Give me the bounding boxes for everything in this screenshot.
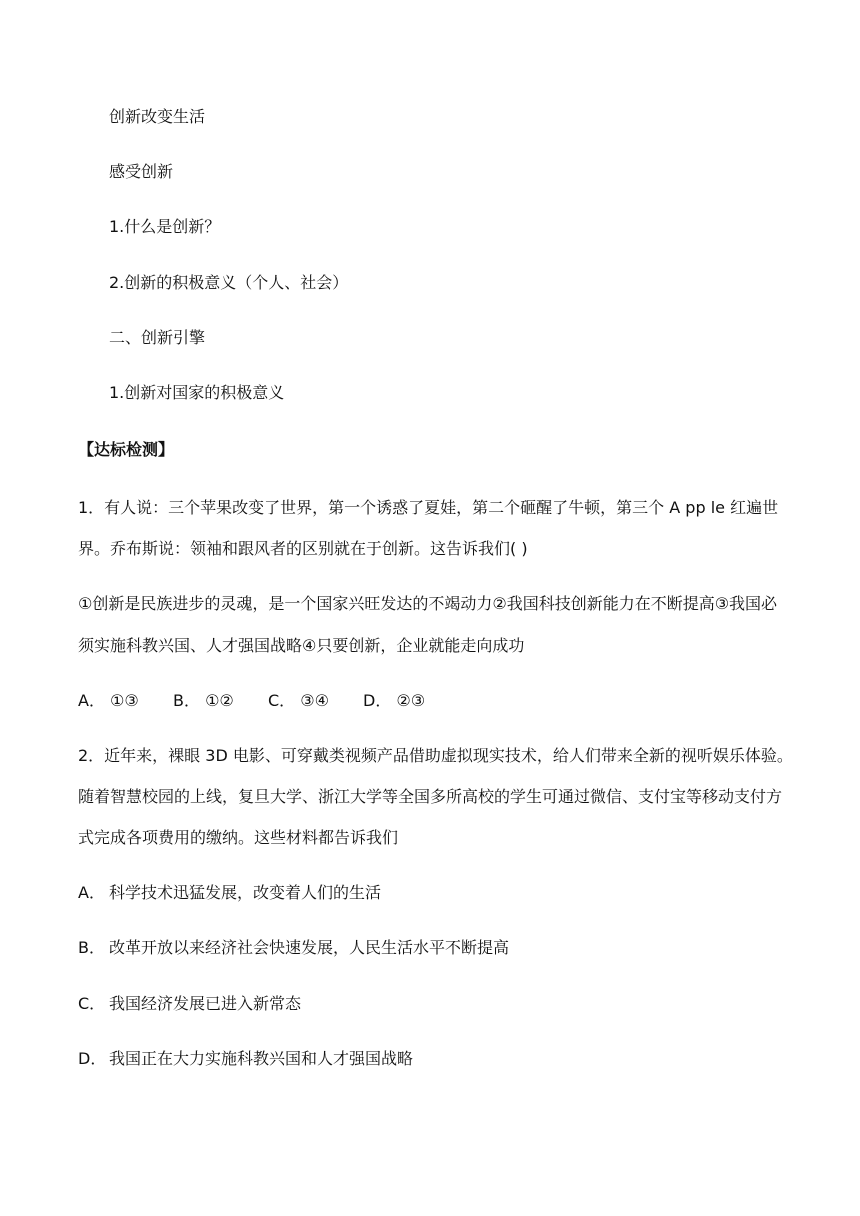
q2-option-a-text: 科学技术迅猛发展，改变着人们的生活 bbox=[109, 883, 382, 902]
q1-option-c-letter: C． bbox=[268, 691, 296, 710]
q2-option-d-letter: D． bbox=[78, 1049, 107, 1068]
q2-option-c-letter: C． bbox=[78, 994, 106, 1013]
q2-option-b bbox=[78, 938, 509, 958]
outline-line-3: 1.什么是创新？ bbox=[109, 217, 221, 236]
outline-line-4: 2.创新的积极意义（个人、社会） bbox=[109, 273, 349, 292]
q1-option-d-letter: D． bbox=[363, 691, 392, 710]
q1-option-c bbox=[268, 691, 363, 711]
q1-option-d bbox=[363, 691, 425, 711]
q1-option-b-text: ①② bbox=[205, 691, 234, 710]
q1-option-b-letter: B． bbox=[173, 691, 200, 710]
section-title: 【达标检测】 bbox=[78, 440, 175, 459]
q1-option-a-letter: A． bbox=[78, 691, 105, 710]
question-1-stem-line-1: 1．有人说：三个苹果改变了世界，第一个诱惑了夏娃，第二个砸醒了牛顿，第三个 A pp le 红遍世 bbox=[78, 498, 779, 517]
outline-line-1: 创新改变生活 bbox=[109, 107, 206, 126]
q1-option-a-text: ①③ bbox=[110, 691, 139, 710]
outline-line-5: 二、创新引擎 bbox=[109, 328, 206, 347]
outline-line-6: 1.创新对国家的积极意义 bbox=[109, 383, 285, 402]
q2-option-a bbox=[78, 883, 381, 903]
question-1-stem-line-2: 界。乔布斯说：领袖和跟风者的区别就在于创新。这告诉我们( ) bbox=[78, 539, 528, 558]
question-2-stem-line-2: 随着智慧校园的上线，复旦大学、浙江大学等全国多所高校的学生可通过微信、支付宝等移动支付方 bbox=[78, 787, 783, 806]
q2-option-b-text: 改革开放以来经济社会快速发展，人民生活水平不断提高 bbox=[109, 938, 510, 957]
outline-line-2: 感受创新 bbox=[109, 162, 174, 181]
question-1-statements-line-1: ①创新是民族进步的灵魂，是一个国家兴旺发达的不竭动力②我国科技创新能力在不断提高③我国必 bbox=[78, 594, 778, 613]
q1-option-b bbox=[173, 691, 268, 711]
q2-option-a-letter: A． bbox=[78, 883, 105, 902]
q2-option-c-text: 我国经济发展已进入新常态 bbox=[109, 994, 302, 1013]
q2-option-d bbox=[78, 1049, 413, 1069]
q2-option-b-letter: B． bbox=[78, 938, 105, 957]
q2-option-c bbox=[78, 994, 301, 1014]
q1-option-d-text: ②③ bbox=[396, 691, 426, 710]
question-1-options bbox=[78, 691, 425, 711]
question-2-stem-line-1: 2．近年来，裸眼 3D 电影、可穿戴类视频产品借助虚拟现实技术，给人们带来全新的视听娱乐体验。 bbox=[78, 746, 793, 765]
q1-option-a bbox=[78, 691, 173, 711]
q1-option-c-text: ③④ bbox=[300, 691, 329, 710]
question-1-statements-line-2: 须实施科教兴国、人才强国战略④只要创新，企业就能走向成功 bbox=[78, 636, 525, 655]
q2-option-d-text: 我国正在大力实施科教兴国和人才强国战略 bbox=[109, 1049, 414, 1068]
question-2-stem-line-3: 式完成各项费用的缴纳。这些材料都告诉我们 bbox=[78, 828, 399, 847]
